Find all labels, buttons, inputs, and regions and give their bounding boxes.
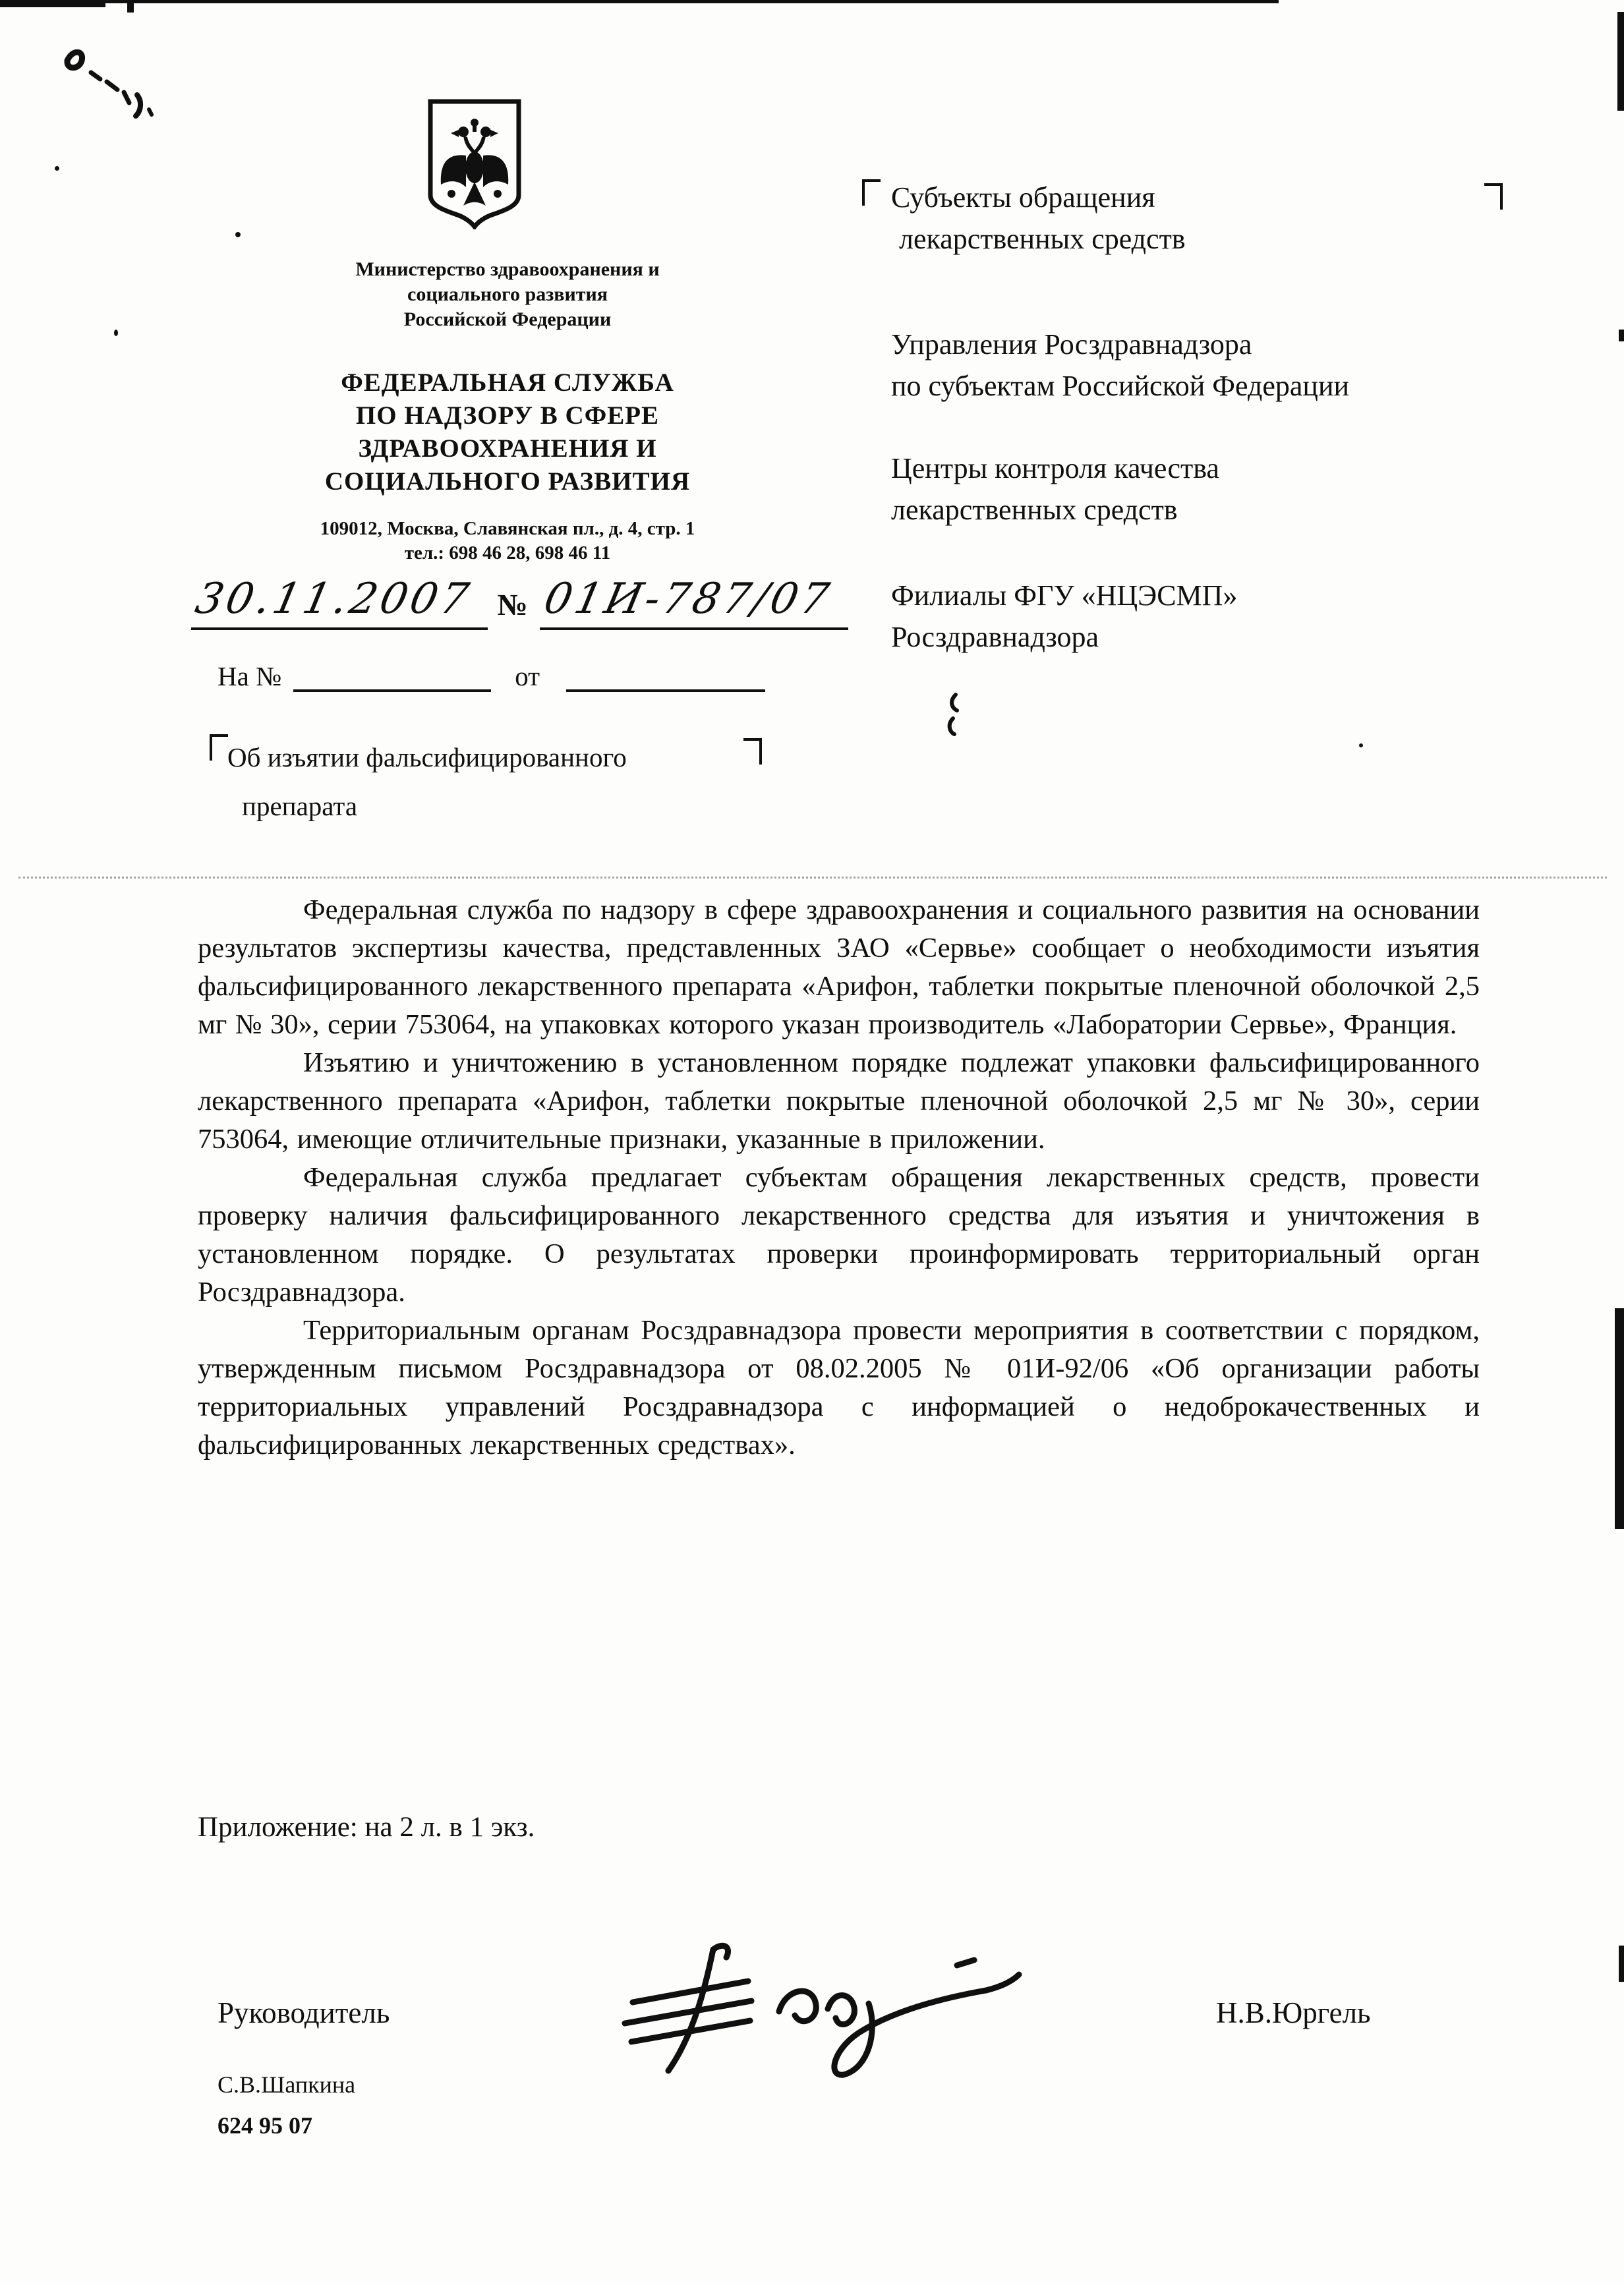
- scan-edge-artifact: [0, 0, 105, 7]
- service-name: [211, 366, 804, 498]
- address-block: [211, 517, 804, 565]
- ref-na-label: На №: [218, 661, 282, 691]
- scan-edge-artifact: [105, 0, 1279, 3]
- subject-line: Об изъятии фальсифицированного: [227, 742, 627, 772]
- scan-edge-artifact: [1619, 1946, 1624, 1982]
- ministry-name: [211, 257, 804, 332]
- ministry-line: социального развития: [407, 283, 608, 305]
- letterhead: [211, 98, 804, 565]
- body-paragraph: Изъятию и уничтожению в установленном порядке подлежат упаковки фальсифицированного лекарственного препарата «Арифон, таблетки покрытые пленочной оболочкой 2,5 мг № 30», серии 753064, имеющие отличительные признаки, указанные в приложении.: [198, 1047, 1480, 1155]
- service-line: ПО НАДЗОРУ В СФЕРЕ: [355, 401, 660, 430]
- subject-block: [227, 733, 627, 830]
- body-paragraph: Территориальным органам Росздравнадзора провести мероприятия в соответствии с порядком, утвержденным письмом Росздравнадзора от 08.02.2005 № 01И-92/06 «Об организации работы территориальных управлений Росздравнадзора с информацией о недоброкачественных и фальсифицированных лекарственных средствах».: [198, 1315, 1480, 1460]
- recipient-line: Росздравнадзора: [891, 621, 1099, 653]
- recipient-line: Управления Росздравнадзора: [891, 328, 1252, 361]
- signer-title: Руководитель: [218, 1996, 390, 2029]
- recipient-item: [891, 324, 1524, 407]
- recipient-item: [891, 448, 1524, 531]
- subject-bracket-right: [743, 738, 762, 765]
- ministry-line: Российской Федерации: [403, 308, 612, 330]
- phone-line: тел.: 698 46 28, 698 46 11: [404, 542, 611, 564]
- executor-phone: 624 95 07: [218, 2112, 312, 2139]
- recipient-line: Центры контроля качества: [891, 452, 1219, 484]
- subject-line: препарата: [242, 791, 358, 821]
- executor-name: С.В.Шапкина: [218, 2071, 356, 2098]
- service-line: ЗДРАВООХРАНЕНИЯ И: [358, 434, 657, 463]
- coat-of-arms-icon: [425, 98, 524, 229]
- recipient-line: лекарственных средств: [891, 494, 1178, 526]
- recipient-line: по субъектам Российской Федерации: [891, 370, 1350, 402]
- signature-scribble: [613, 1931, 1048, 2089]
- scan-edge-artifact: [1617, 12, 1624, 111]
- body-paragraph: Федеральная служба предлагает субъектам обращения лекарственных средств, провести проверку наличия фальсифицированного лекарственного средства для изъятия и уничтожения в установленном порядке. О результатах проверки проинформировать территориальный орган Росздравнадзора.: [198, 1162, 1480, 1308]
- recipient-item: [891, 575, 1524, 658]
- subject-bracket-left: [210, 734, 228, 761]
- executor-block: [218, 2064, 355, 2146]
- letter-body: [198, 891, 1480, 1464]
- ink-speck: [55, 166, 59, 171]
- reference-line: [218, 660, 765, 692]
- ref-date-blank: [566, 662, 765, 692]
- attachment-note: Приложение: на 2 л. в 1 экз.: [198, 1812, 535, 1843]
- signer-name: Н.В.Юргель: [1216, 1996, 1371, 2029]
- recipient-line: Филиалы ФГУ «НЦЭСМП»: [891, 579, 1238, 612]
- scan-edge-artifact: [127, 2, 134, 13]
- service-line: СОЦИАЛЬНОГО РАЗВИТИЯ: [324, 467, 691, 496]
- handwritten-outgoing-number: 01И-787/07: [540, 575, 848, 630]
- recipients-bracket-left: [862, 179, 881, 206]
- recipients-block: [891, 177, 1524, 658]
- recipient-item: [891, 177, 1524, 260]
- address-line: 109012, Москва, Славянская пл., д. 4, стр. 1: [320, 518, 695, 539]
- number-sign: №: [497, 588, 528, 621]
- recipient-line: лекарственных средств: [899, 223, 1186, 255]
- ink-speck: [1359, 743, 1363, 747]
- pen-mark-artifact: [53, 41, 171, 120]
- handwritten-date: 30.11.2007: [191, 575, 488, 630]
- scan-edge-artifact: [1619, 330, 1624, 341]
- date-number-line: [191, 575, 848, 630]
- ink-speck: [114, 330, 118, 336]
- recipient-line: Субъекты обращения: [891, 181, 1155, 214]
- ref-ot-label: от: [515, 661, 540, 691]
- scan-edge-artifact: [1615, 1308, 1624, 1529]
- pen-mark-artifact: [944, 692, 970, 738]
- ministry-line: Министерство здравоохранения и: [355, 258, 660, 280]
- ref-number-blank: [293, 662, 491, 692]
- service-line: ФЕДЕРАЛЬНАЯ СЛУЖБА: [341, 368, 674, 397]
- fold-line-artifact: [18, 877, 1607, 879]
- body-paragraph: Федеральная служба по надзору в сфере здравоохранения и социального развития на основании результатов экспертизы качества, представленных ЗАО «Сервье» сообщает о необходимости изъятия фальсифицированного лекарственного препарата «Арифон, таблетки покрытые пленочной оболочкой 2,5 мг № 30», серии 753064, на упаковках которого указан производитель «Лаборатории Сервье», Франция.: [198, 894, 1480, 1040]
